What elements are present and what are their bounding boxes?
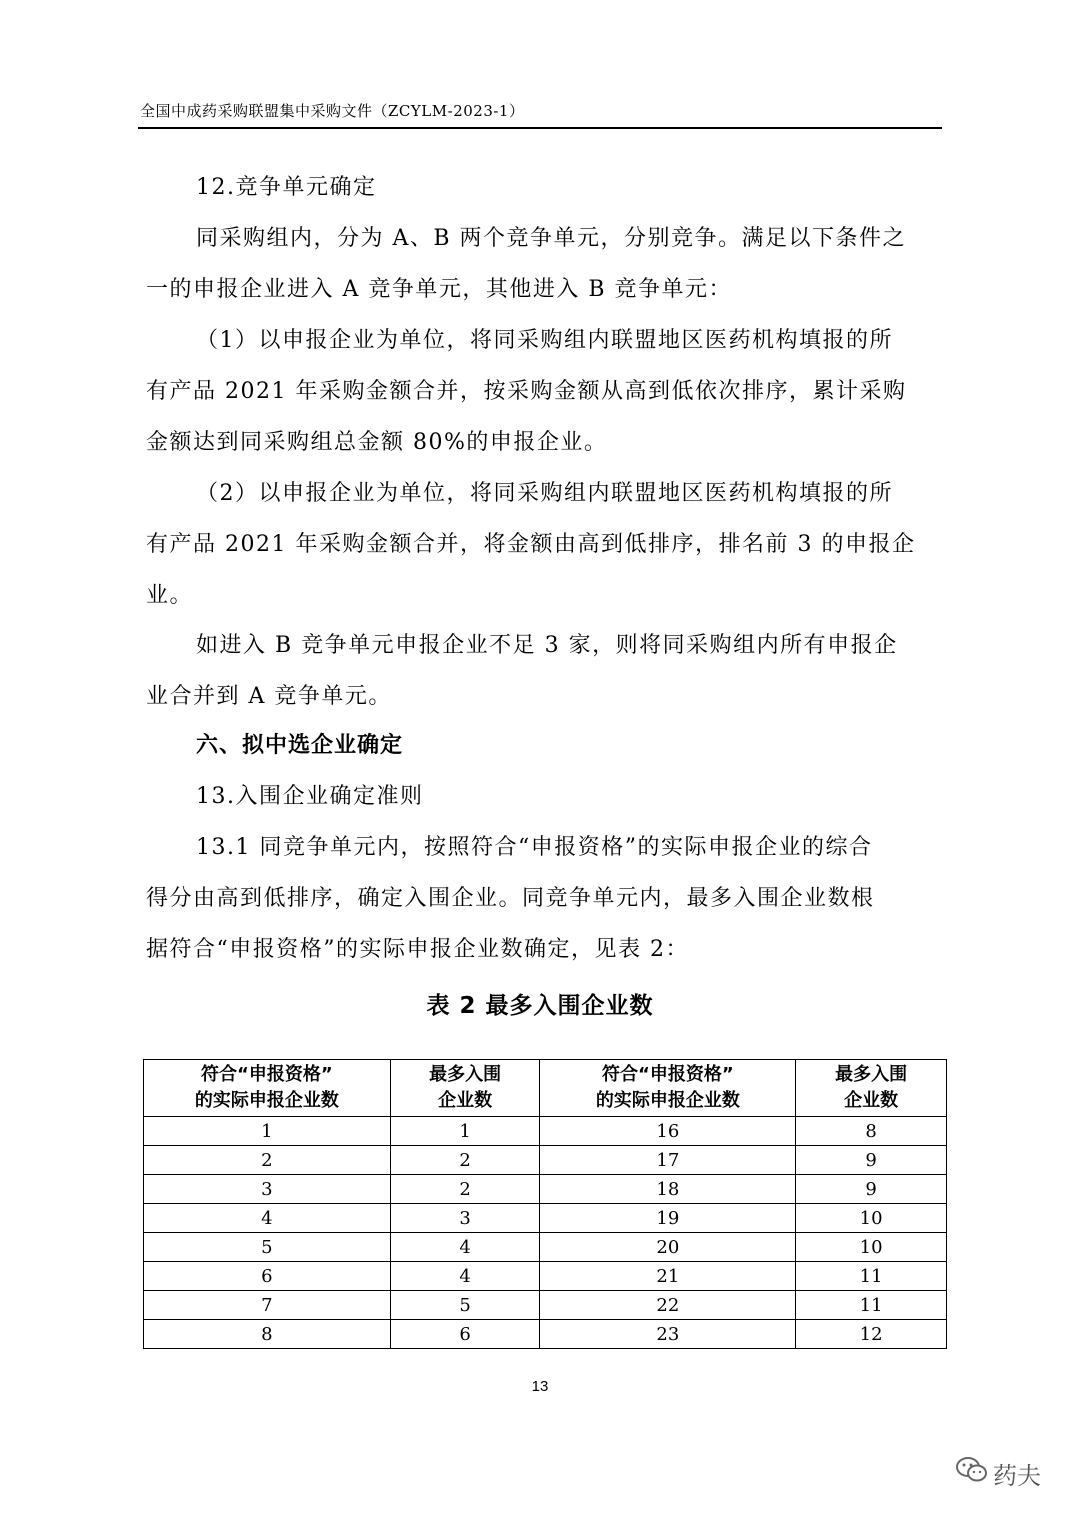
paragraph-line: 有产品 2021 年采购金额合并，按采购金额从高到低依次排序，累计采购 xyxy=(146,379,907,404)
table-cell: 6 xyxy=(144,1262,391,1291)
header-line: 符合“申报资格” xyxy=(201,1064,333,1085)
paragraph-line: 有产品 2021 年采购金额合并，将金额由高到低排序，排名前 3 的申报企 xyxy=(146,532,916,557)
paragraph-line: 一的申报企业进入 A 竞争单元，其他进入 B 竞争单元： xyxy=(146,277,733,302)
table-cell: 2 xyxy=(144,1146,391,1175)
table-row xyxy=(144,1262,947,1291)
table-cell: 18 xyxy=(540,1175,796,1204)
table-cell: 2 xyxy=(390,1146,540,1175)
page-number: 13 xyxy=(531,1378,549,1395)
column-header-applicants xyxy=(540,1060,796,1117)
header-rule xyxy=(138,127,942,129)
table-cell: 11 xyxy=(796,1262,947,1291)
table-row xyxy=(144,1320,947,1349)
table-row xyxy=(144,1204,947,1233)
header-line: 最多入围 xyxy=(835,1064,908,1085)
table-cell: 10 xyxy=(796,1233,947,1262)
table-cell: 5 xyxy=(390,1291,540,1320)
table-cell: 10 xyxy=(796,1204,947,1233)
paragraph-line: 据符合“申报资格”的实际申报企业数确定，见表 2： xyxy=(146,937,689,962)
table-cell: 1 xyxy=(144,1117,391,1146)
header-line: 最多入围 xyxy=(429,1064,502,1085)
table-row xyxy=(144,1175,947,1204)
table-cell: 1 xyxy=(390,1117,540,1146)
document-header: 全国中成药采购联盟集中采购文件（ZCYLM-2023-1） xyxy=(140,102,525,120)
paragraph-line: 同采购组内，分为 A、B 两个竞争单元，分别竞争。满足以下条件之 xyxy=(196,226,907,251)
table-cell: 4 xyxy=(144,1204,391,1233)
table-cell: 7 xyxy=(144,1291,391,1320)
table-cell: 11 xyxy=(796,1291,947,1320)
header-line: 的实际申报企业数 xyxy=(595,1090,740,1111)
table-row xyxy=(144,1146,947,1175)
max-shortlist-table xyxy=(143,1059,947,1349)
column-header-max-shortlisted xyxy=(390,1060,540,1117)
header-line: 的实际申报企业数 xyxy=(194,1090,339,1111)
column-header-applicants xyxy=(144,1060,391,1117)
watermark xyxy=(955,1455,1041,1491)
table-cell: 21 xyxy=(540,1262,796,1291)
table-cell: 4 xyxy=(390,1262,540,1291)
header-line: 企业数 xyxy=(438,1090,493,1111)
table-cell: 9 xyxy=(796,1146,947,1175)
paragraph-line: （2）以申报企业为单位，将同采购组内联盟地区医药机构填报的所 xyxy=(196,481,893,506)
table-cell: 5 xyxy=(144,1233,391,1262)
table-cell: 4 xyxy=(390,1233,540,1262)
paragraph-line: 业合并到 A 竞争单元。 xyxy=(146,684,392,709)
table-cell: 3 xyxy=(144,1175,391,1204)
table-caption: 表 2 最多入围企业数 xyxy=(426,993,654,1019)
table-cell: 19 xyxy=(540,1204,796,1233)
table-cell: 9 xyxy=(796,1175,947,1204)
table-row xyxy=(144,1291,947,1320)
paragraph-line: 如进入 B 竞争单元申报企业不足 3 家，则将同采购组内所有申报企 xyxy=(196,633,898,658)
paragraph-line: （1）以申报企业为单位，将同采购组内联盟地区医药机构填报的所 xyxy=(196,328,893,353)
paragraph-line: 13.1 同竞争单元内，按照符合“申报资格”的实际申报企业的综合 xyxy=(196,835,873,860)
table-cell: 2 xyxy=(390,1175,540,1204)
section-6-heading: 六、拟中选企业确定 xyxy=(196,733,404,758)
table-cell: 20 xyxy=(540,1233,796,1262)
column-header-max-shortlisted xyxy=(796,1060,947,1117)
paragraph-line: 得分由高到低排序，确定入围企业。同竞争单元内，最多入围企业数根 xyxy=(146,886,875,911)
table-cell: 16 xyxy=(540,1117,796,1146)
table-cell: 8 xyxy=(144,1320,391,1349)
table-row xyxy=(144,1233,947,1262)
table-cell: 12 xyxy=(796,1320,947,1349)
table-cell: 8 xyxy=(796,1117,947,1146)
paragraph-line: 金额达到同采购组总金额 80%的申报企业。 xyxy=(146,430,608,455)
table-cell: 6 xyxy=(390,1320,540,1349)
table-cell: 3 xyxy=(390,1204,540,1233)
table-header-row xyxy=(144,1060,947,1117)
section-13-heading: 13.入围企业确定准则 xyxy=(196,784,424,809)
watermark-text: 药夫 xyxy=(993,1461,1041,1490)
section-12-title: 12.竞争单元确定 xyxy=(196,175,377,200)
header-line: 企业数 xyxy=(844,1090,899,1111)
table-cell: 17 xyxy=(540,1146,796,1175)
wechat-icon xyxy=(955,1455,993,1491)
table-cell: 23 xyxy=(540,1320,796,1349)
paragraph-line: 业。 xyxy=(146,583,194,608)
header-line: 符合“申报资格” xyxy=(601,1064,734,1085)
table-row xyxy=(144,1117,947,1146)
table-cell: 22 xyxy=(540,1291,796,1320)
